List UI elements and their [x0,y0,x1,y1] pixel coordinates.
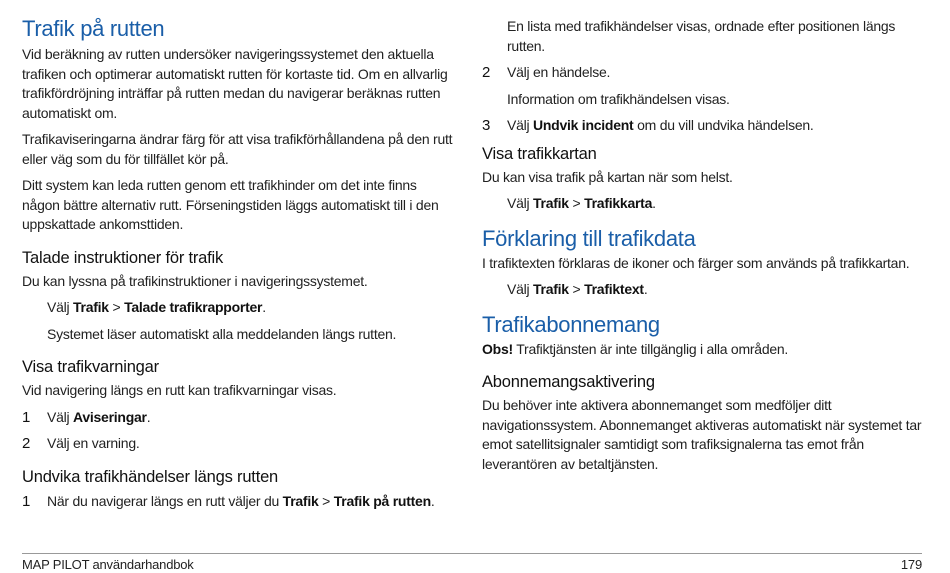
menu-traffic-map: Trafikkarta [584,195,653,211]
intro-paragraph-2: Trafikaviseringarna ändrar färg för att visa trafikförhållandena på den rutt eller väg som du för tillfället kör på. [22,131,453,167]
step-text: Välj en varning. [47,435,140,451]
select-prefix: Välj [507,281,533,297]
heading-traffic-warnings: Visa trafikvarningar [22,358,159,376]
step-prefix: När du navigerar längs en rutt väljer du [47,492,283,509]
manual-name: MAP PILOT användarhandbok [22,557,194,572]
menu-separator: > [568,281,585,297]
step-text: Välj en händelse. [507,64,611,80]
heading-traffic-map: Visa trafikkartan [482,144,597,163]
warnings-text: Vid navigering längs en rutt kan trafikvarningar visas. [22,382,337,398]
step-prefix: Välj [507,117,533,133]
menu-traffic-text: Trafiktext [584,281,644,297]
step-number: 2 [22,435,31,452]
menu-traffic-on-route: Trafik på rutten [333,492,431,509]
select-prefix: Välj [47,299,73,315]
activation-text: Du behöver inte aktivera abonnemanget som medföljer ditt navigationssystem. Abonnemanget aktiveras automatiskt när systemet tar emot satellitsignaler samtidigt som trafiksignalerna tas emot från leverantören av betaltjänsten. [482,397,922,472]
right-column [482,0,922,474]
avoid-step-1 [22,492,454,512]
left-column [22,0,454,511]
menu-traffic: Trafik [532,195,569,211]
heading-spoken-instructions: Talade instruktioner för trafik [22,248,224,267]
step-text [47,492,435,512]
menu-traffic: Trafik [72,299,109,315]
sentence-end: . [430,492,435,509]
section-title-traffic-subscription: Trafikabonnemang [482,311,660,337]
sentence-end: . [262,299,266,315]
step-text [507,116,814,136]
heading-avoid-incidents: Undvika trafikhändelser längs rutten [22,467,279,486]
intro-paragraph-3: Ditt system kan leda rutten genom ett trafikhinder om det inte finns någon bättre alternativ rutt. Förseningstiden läggs automatiskt till i den uppskattade ankomsttiden. [22,177,439,232]
legend-instruction [482,280,922,300]
menu-traffic: Trafik [532,281,569,297]
intro-paragraph-1: Vid beräkning av rutten undersöker navigeringssystemet den aktuella trafiken och optimerar automatiskt rutten för kortaste tid. Om en allvarlig trafikfördröjning inträffar på rutten medan du navigerar beräknas rutten automatiskt om. [22,46,448,121]
menu-separator: > [318,492,334,509]
step-prefix: Välj [47,408,73,425]
obs-label: Obs! [482,340,513,357]
avoid-list-note: En lista med trafikhändelser visas, ordnade efter positionen längs rutten. [507,18,896,54]
spoken-text: Du kan lyssna på trafikinstruktioner i navigeringssystemet. [22,272,368,289]
select-prefix: Välj [507,195,533,211]
step-number: 1 [22,492,31,510]
avoid-step-2 [482,63,922,83]
menu-notifications: Aviseringar [72,408,147,425]
sentence-end: . [652,195,656,211]
map-text: Du kan visa trafik på kartan när som helst. [482,168,733,185]
sentence-end: . [146,408,151,425]
step-number: 2 [482,64,491,81]
section-title-traffic-on-route: Trafik på rutten [22,16,165,41]
step-number: 3 [482,117,491,134]
section-title-traffic-legend: Förklaring till trafikdata [482,225,696,251]
map-instruction [482,194,922,214]
step-suffix: om du vill undvika händelsen. [633,117,814,133]
warnings-step-2 [22,434,454,454]
step-text [47,408,150,428]
menu-spoken-traffic-reports: Talade trafikrapporter [124,299,263,315]
page-footer [22,553,922,572]
sentence-end: . [643,281,648,297]
warnings-step-1 [22,408,454,428]
step-number: 1 [22,408,31,426]
menu-separator: > [108,299,125,315]
spoken-instruction [22,298,454,318]
spoken-note: Systemet läser automatiskt alla meddelanden längs rutten. [47,325,397,342]
menu-traffic: Trafik [282,492,319,509]
avoid-step-3 [482,116,922,136]
avoid-info-note: Information om trafikhändelsen visas. [507,90,730,107]
legend-text: I trafiktexten förklaras de ikoner och färger som används på trafikkartan. [482,254,910,271]
heading-subscription-activation: Abonnemangsaktivering [482,373,655,391]
menu-avoid-incident: Undvik incident [532,117,634,133]
obs-note [482,340,922,360]
menu-separator: > [568,195,585,211]
page-number: 179 [900,557,922,572]
obs-text: Trafiktjänsten är inte tillgänglig i alla områden. [512,340,789,357]
